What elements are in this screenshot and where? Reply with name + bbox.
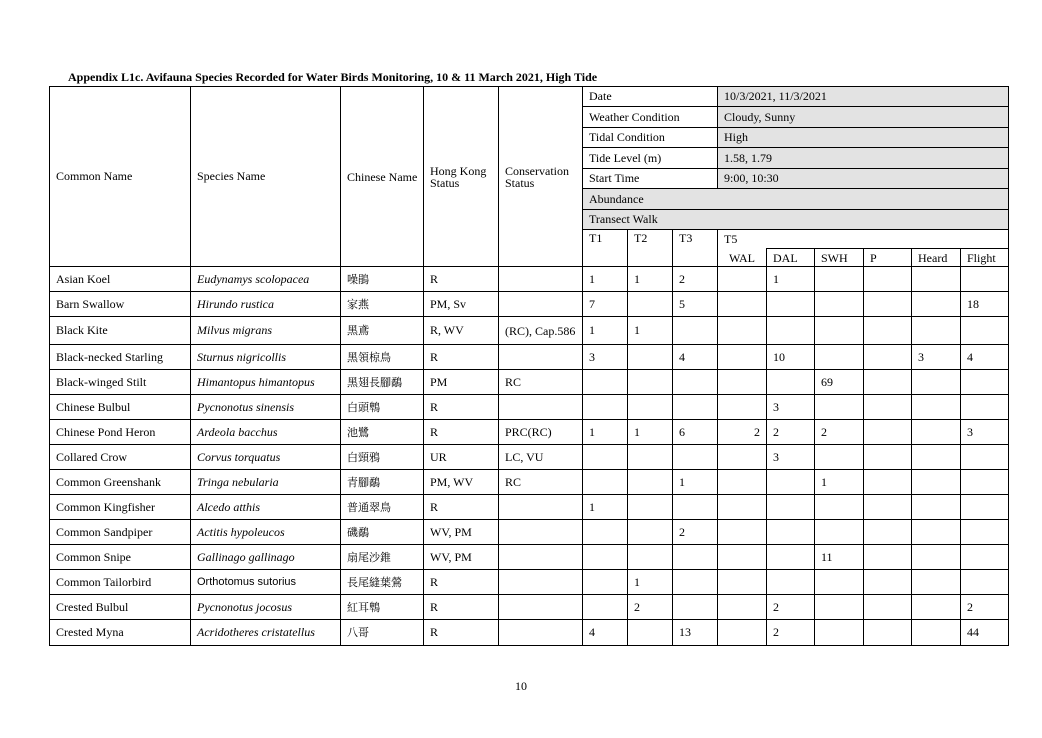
wal-count-cell	[718, 495, 767, 520]
wal-count-cell	[718, 395, 767, 420]
heard-count-cell	[912, 445, 961, 470]
hk-status-cell: R	[424, 570, 499, 595]
conservation-status-cell: LC, VU	[499, 445, 583, 470]
common-name-cell: Chinese Pond Heron	[50, 420, 191, 445]
wal-count-cell	[718, 445, 767, 470]
transect-t3-header: T3	[673, 230, 718, 267]
species-name-cell: Hirundo rustica	[191, 292, 341, 317]
dal-count-cell: 2	[767, 595, 815, 620]
hk-status-cell: UR	[424, 445, 499, 470]
heard-count-cell	[912, 292, 961, 317]
flight-count-cell	[961, 267, 1009, 292]
heard-header: Heard	[912, 249, 961, 267]
hk-status-cell: R	[424, 495, 499, 520]
swh-count-cell	[815, 267, 864, 292]
t2-count-cell	[628, 620, 673, 646]
t2-count-cell	[628, 395, 673, 420]
wal-count-cell	[718, 370, 767, 395]
tidal-value: High	[718, 128, 1009, 148]
species-name-cell: Corvus torquatus	[191, 445, 341, 470]
table-row	[50, 570, 1009, 595]
t1-count-cell: 1	[583, 420, 628, 445]
conservation-status-cell: PRC(RC)	[499, 420, 583, 445]
dal-count-cell	[767, 545, 815, 570]
tide-level-value: 1.58, 1.79	[718, 148, 1009, 169]
hk-status-cell: WV, PM	[424, 545, 499, 570]
dal-count-cell: 3	[767, 395, 815, 420]
common-name-cell: Asian Koel	[50, 267, 191, 292]
table-row	[50, 595, 1009, 620]
p-count-cell	[864, 545, 912, 570]
species-name-cell: Ardeola bacchus	[191, 420, 341, 445]
wal-count-cell	[718, 292, 767, 317]
weather-value: Cloudy, Sunny	[718, 107, 1009, 128]
t3-count-cell: 1	[673, 470, 718, 495]
swh-count-cell	[815, 520, 864, 545]
heard-count-cell: 3	[912, 345, 961, 370]
swh-count-cell	[815, 395, 864, 420]
flight-count-cell	[961, 470, 1009, 495]
species-name-cell: Actitis hypoleucos	[191, 520, 341, 545]
transect-dal-header: DAL	[767, 249, 815, 267]
flight-count-cell	[961, 445, 1009, 470]
chinese-name-cell: 長尾縫葉鶯	[341, 570, 424, 595]
swh-count-cell	[815, 317, 864, 345]
t2-count-cell: 1	[628, 317, 673, 345]
p-count-cell	[864, 345, 912, 370]
common-name-cell: Black-winged Stilt	[50, 370, 191, 395]
table-row	[50, 292, 1009, 317]
t3-count-cell: 2	[673, 267, 718, 292]
table-row	[50, 495, 1009, 520]
transect-t5-header: T5	[718, 230, 1009, 249]
species-name-cell: Pycnonotus jocosus	[191, 595, 341, 620]
t2-count-cell	[628, 445, 673, 470]
appendix-title: Appendix L1c. Avifauna Species Recorded for Water Birds Monitoring, 10 & 11 March 2021, High Tide	[68, 70, 598, 84]
conservation-status-cell	[499, 292, 583, 317]
p-count-cell	[864, 595, 912, 620]
t1-count-cell: 1	[583, 495, 628, 520]
t1-count-cell	[583, 470, 628, 495]
header-species-name: Species Name	[191, 87, 341, 267]
p-count-cell	[864, 570, 912, 595]
header-conservation-status: Conservation Status	[499, 87, 583, 267]
chinese-name-cell: 白頸鴉	[341, 445, 424, 470]
header-chinese-name: Chinese Name	[341, 87, 424, 267]
date-value: 10/3/2021, 11/3/2021	[718, 87, 1009, 107]
common-name-cell: Crested Bulbul	[50, 595, 191, 620]
chinese-name-cell: 池鷺	[341, 420, 424, 445]
t1-count-cell: 3	[583, 345, 628, 370]
dal-count-cell	[767, 570, 815, 595]
t1-count-cell	[583, 545, 628, 570]
t3-count-cell	[673, 445, 718, 470]
chinese-name-cell: 噪鵑	[341, 267, 424, 292]
heard-count-cell	[912, 420, 961, 445]
t3-count-cell: 6	[673, 420, 718, 445]
header-hk-status: Hong Kong Status	[424, 87, 499, 267]
species-name-cell: Eudynamys scolopacea	[191, 267, 341, 292]
hk-status-cell: PM, WV	[424, 470, 499, 495]
t2-count-cell	[628, 495, 673, 520]
t2-count-cell	[628, 470, 673, 495]
t3-count-cell	[673, 395, 718, 420]
chinese-name-cell: 青腳鷸	[341, 470, 424, 495]
hk-status-cell: PM	[424, 370, 499, 395]
chinese-name-cell: 磯鷸	[341, 520, 424, 545]
p-count-cell	[864, 420, 912, 445]
dal-count-cell	[767, 292, 815, 317]
t3-count-cell	[673, 595, 718, 620]
hk-status-cell: R	[424, 267, 499, 292]
swh-count-cell: 1	[815, 470, 864, 495]
p-count-cell	[864, 520, 912, 545]
flight-count-cell	[961, 520, 1009, 545]
conservation-status-cell	[499, 495, 583, 520]
heard-count-cell	[912, 317, 961, 345]
wal-count-cell	[718, 595, 767, 620]
transect-t1-header: T1	[583, 230, 628, 267]
chinese-name-cell: 黑翅長腳鷸	[341, 370, 424, 395]
hk-status-cell: R	[424, 420, 499, 445]
p-count-cell	[864, 470, 912, 495]
chinese-name-cell: 黑鳶	[341, 317, 424, 345]
chinese-name-cell: 家燕	[341, 292, 424, 317]
transect-walk-label: Transect Walk	[583, 210, 1009, 230]
dal-count-cell: 3	[767, 445, 815, 470]
wal-count-cell	[718, 345, 767, 370]
table-row	[50, 520, 1009, 545]
table-row	[50, 317, 1009, 345]
swh-count-cell: 2	[815, 420, 864, 445]
t3-count-cell	[673, 370, 718, 395]
species-name-cell: Tringa nebularia	[191, 470, 341, 495]
flight-count-cell: 44	[961, 620, 1009, 646]
flight-count-cell	[961, 370, 1009, 395]
swh-count-cell	[815, 345, 864, 370]
species-name-cell: Alcedo atthis	[191, 495, 341, 520]
t3-count-cell: 13	[673, 620, 718, 646]
hk-status-cell: R, WV	[424, 317, 499, 345]
dal-count-cell	[767, 370, 815, 395]
species-name-cell: Gallinago gallinago	[191, 545, 341, 570]
table-row	[50, 620, 1009, 646]
table-row	[50, 345, 1009, 370]
t2-count-cell: 1	[628, 570, 673, 595]
species-name-cell: Acridotheres cristatellus	[191, 620, 341, 646]
t3-count-cell	[673, 495, 718, 520]
weather-label: Weather Condition	[583, 107, 718, 128]
t1-count-cell	[583, 570, 628, 595]
t2-count-cell	[628, 545, 673, 570]
dal-count-cell: 1	[767, 267, 815, 292]
heard-count-cell	[912, 570, 961, 595]
hk-status-cell: R	[424, 395, 499, 420]
chinese-name-cell: 八哥	[341, 620, 424, 646]
heard-count-cell	[912, 595, 961, 620]
swh-count-cell: 69	[815, 370, 864, 395]
p-count-cell	[864, 317, 912, 345]
table-row	[50, 370, 1009, 395]
t1-count-cell: 1	[583, 267, 628, 292]
common-name-cell: Common Tailorbird	[50, 570, 191, 595]
t3-count-cell: 2	[673, 520, 718, 545]
table-row	[50, 545, 1009, 570]
dal-count-cell: 10	[767, 345, 815, 370]
p-count-cell	[864, 445, 912, 470]
conservation-status-cell	[499, 520, 583, 545]
swh-count-cell	[815, 445, 864, 470]
heard-count-cell	[912, 267, 961, 292]
dal-count-cell	[767, 495, 815, 520]
heard-count-cell	[912, 395, 961, 420]
transect-wal-header: WAL	[718, 249, 767, 267]
p-count-cell	[864, 395, 912, 420]
common-name-cell: Common Greenshank	[50, 470, 191, 495]
p-count-cell	[864, 267, 912, 292]
wal-count-cell	[718, 317, 767, 345]
swh-count-cell	[815, 292, 864, 317]
conservation-status-cell	[499, 595, 583, 620]
table-row	[50, 470, 1009, 495]
species-name-cell: Pycnonotus sinensis	[191, 395, 341, 420]
t1-count-cell	[583, 520, 628, 545]
table-row	[50, 267, 1009, 292]
tide-level-label: Tide Level (m)	[583, 148, 718, 169]
species-name-cell: Milvus migrans	[191, 317, 341, 345]
t2-count-cell	[628, 292, 673, 317]
common-name-cell: Collared Crow	[50, 445, 191, 470]
dal-count-cell	[767, 520, 815, 545]
heard-count-cell	[912, 520, 961, 545]
flight-count-cell: 4	[961, 345, 1009, 370]
abundance-label: Abundance	[583, 189, 1009, 210]
common-name-cell: Black-necked Starling	[50, 345, 191, 370]
swh-count-cell: 11	[815, 545, 864, 570]
dal-count-cell	[767, 317, 815, 345]
hk-status-cell: WV, PM	[424, 520, 499, 545]
t1-count-cell	[583, 395, 628, 420]
hk-status-cell: PM, Sv	[424, 292, 499, 317]
t2-count-cell: 1	[628, 267, 673, 292]
p-count-cell	[864, 292, 912, 317]
dal-count-cell	[767, 470, 815, 495]
heard-count-cell	[912, 545, 961, 570]
flight-count-cell: 2	[961, 595, 1009, 620]
t1-count-cell: 7	[583, 292, 628, 317]
transect-t2-header: T2	[628, 230, 673, 267]
t3-count-cell	[673, 317, 718, 345]
table-row	[50, 445, 1009, 470]
table-row	[50, 395, 1009, 420]
species-name-cell: Himantopus himantopus	[191, 370, 341, 395]
t3-count-cell	[673, 570, 718, 595]
flight-count-cell: 3	[961, 420, 1009, 445]
wal-count-cell: 2	[718, 420, 767, 445]
flight-count-cell: 18	[961, 292, 1009, 317]
wal-count-cell	[718, 620, 767, 646]
dal-count-cell: 2	[767, 620, 815, 646]
chinese-name-cell: 扇尾沙錐	[341, 545, 424, 570]
flight-count-cell	[961, 317, 1009, 345]
transect-p-header: P	[864, 249, 912, 267]
t1-count-cell	[583, 370, 628, 395]
conservation-status-cell	[499, 345, 583, 370]
chinese-name-cell: 黑領椋鳥	[341, 345, 424, 370]
common-name-cell: Barn Swallow	[50, 292, 191, 317]
flight-header: Flight	[961, 249, 1009, 267]
p-count-cell	[864, 495, 912, 520]
t1-count-cell	[583, 445, 628, 470]
flight-count-cell	[961, 495, 1009, 520]
t1-count-cell: 1	[583, 317, 628, 345]
wal-count-cell	[718, 570, 767, 595]
heard-count-cell	[912, 620, 961, 646]
flight-count-cell	[961, 570, 1009, 595]
common-name-cell: Common Kingfisher	[50, 495, 191, 520]
species-name-cell: Orthotomus sutorius	[191, 570, 341, 595]
conservation-status-cell	[499, 545, 583, 570]
conservation-status-cell	[499, 570, 583, 595]
header-common-name: Common Name	[50, 87, 191, 267]
flight-count-cell	[961, 395, 1009, 420]
heard-count-cell	[912, 370, 961, 395]
common-name-cell: Crested Myna	[50, 620, 191, 646]
wal-count-cell	[718, 520, 767, 545]
common-name-cell: Chinese Bulbul	[50, 395, 191, 420]
p-count-cell	[864, 620, 912, 646]
heard-count-cell	[912, 495, 961, 520]
conservation-status-cell: (RC), Cap.586	[499, 317, 583, 345]
t2-count-cell: 2	[628, 595, 673, 620]
chinese-name-cell: 紅耳鵯	[341, 595, 424, 620]
hk-status-cell: R	[424, 595, 499, 620]
table-row	[50, 420, 1009, 445]
hk-status-cell: R	[424, 345, 499, 370]
tidal-label: Tidal Condition	[583, 128, 718, 148]
swh-count-cell	[815, 495, 864, 520]
t1-count-cell	[583, 595, 628, 620]
wal-count-cell	[718, 267, 767, 292]
common-name-cell: Black Kite	[50, 317, 191, 345]
t1-count-cell: 4	[583, 620, 628, 646]
start-time-value: 9:00, 10:30	[718, 169, 1009, 189]
conservation-status-cell	[499, 267, 583, 292]
heard-count-cell	[912, 470, 961, 495]
wal-count-cell	[718, 545, 767, 570]
t3-count-cell	[673, 545, 718, 570]
common-name-cell: Common Sandpiper	[50, 520, 191, 545]
t3-count-cell: 4	[673, 345, 718, 370]
species-table	[49, 86, 1009, 646]
conservation-status-cell: RC	[499, 370, 583, 395]
swh-count-cell	[815, 570, 864, 595]
conservation-status-cell: RC	[499, 470, 583, 495]
t2-count-cell	[628, 370, 673, 395]
chinese-name-cell: 白頭鵯	[341, 395, 424, 420]
page-number: 10	[515, 679, 527, 693]
p-count-cell	[864, 370, 912, 395]
flight-count-cell	[961, 545, 1009, 570]
wal-count-cell	[718, 470, 767, 495]
dal-count-cell: 2	[767, 420, 815, 445]
t2-count-cell: 1	[628, 420, 673, 445]
transect-swh-header: SWH	[815, 249, 864, 267]
start-time-label: Start Time	[583, 169, 718, 189]
date-label: Date	[583, 87, 718, 107]
conservation-status-cell	[499, 620, 583, 646]
swh-count-cell	[815, 595, 864, 620]
species-name-cell: Sturnus nigricollis	[191, 345, 341, 370]
swh-count-cell	[815, 620, 864, 646]
t2-count-cell	[628, 520, 673, 545]
chinese-name-cell: 普通翠鳥	[341, 495, 424, 520]
conservation-status-cell	[499, 395, 583, 420]
t2-count-cell	[628, 345, 673, 370]
common-name-cell: Common Snipe	[50, 545, 191, 570]
hk-status-cell: R	[424, 620, 499, 646]
t3-count-cell: 5	[673, 292, 718, 317]
